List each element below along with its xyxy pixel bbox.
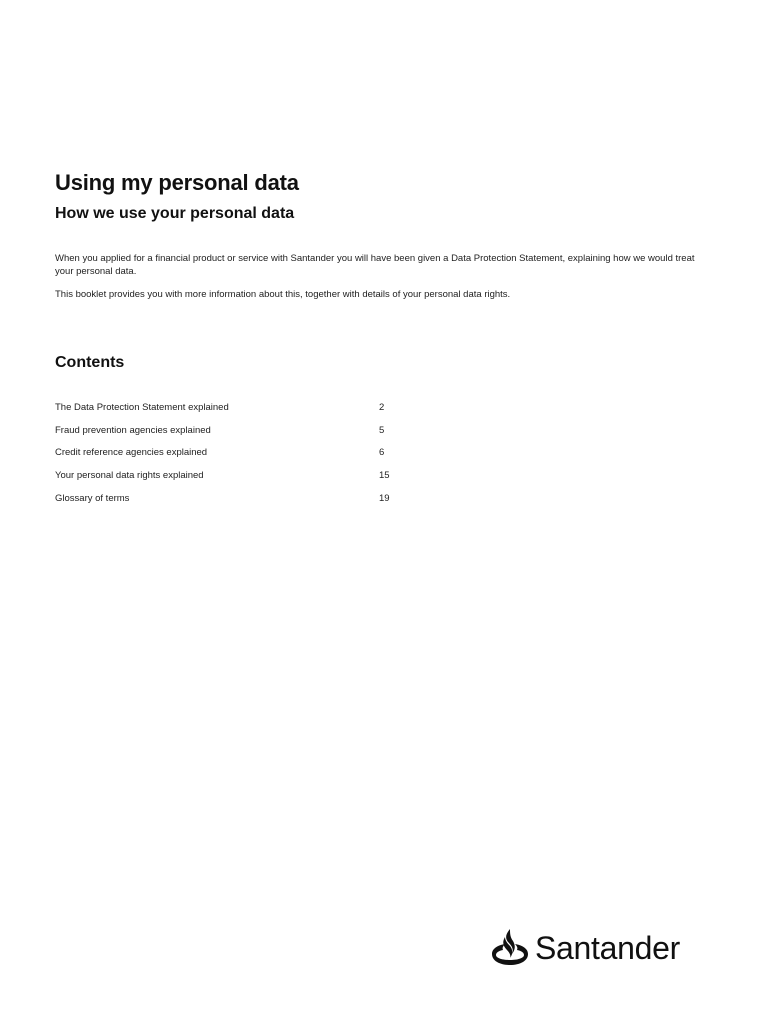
toc-item-label: The Data Protection Statement explained	[55, 402, 229, 413]
intro-paragraph: When you applied for a financial product or service with Santander you will have been given a Data Protection Statement, explaining how we would treat your personal data.	[55, 253, 695, 277]
santander-logo	[488, 926, 680, 970]
toc-item-label: Fraud prevention agencies explained	[55, 424, 211, 436]
toc-item-personal-data-rights	[55, 469, 395, 492]
brand-name: Santander	[535, 930, 680, 966]
toc-item-credit-reference	[55, 446, 395, 469]
booklet-paragraph: This booklet provides you with more information about this, together with details of your personal data rights.	[55, 289, 511, 300]
toc-item-data-protection-statement	[55, 401, 395, 424]
santander-flame-icon	[488, 927, 532, 969]
contents-heading: Contents	[55, 354, 125, 371]
table-of-contents	[55, 401, 395, 514]
toc-item-page: 5	[379, 424, 385, 436]
page-subtitle: How we use your personal data	[55, 205, 295, 222]
toc-item-page: 2	[379, 402, 385, 413]
toc-item-page: 15	[379, 470, 390, 482]
toc-item-glossary	[55, 492, 395, 515]
toc-item-label: Your personal data rights explained	[55, 470, 204, 482]
page-title: Using my personal data	[55, 170, 299, 195]
toc-item-label: Credit reference agencies explained	[55, 447, 208, 459]
toc-item-page: 19	[379, 492, 390, 504]
toc-item-page: 6	[379, 447, 385, 459]
toc-item-fraud-prevention	[55, 424, 395, 447]
toc-item-label: Glossary of terms	[55, 492, 130, 504]
